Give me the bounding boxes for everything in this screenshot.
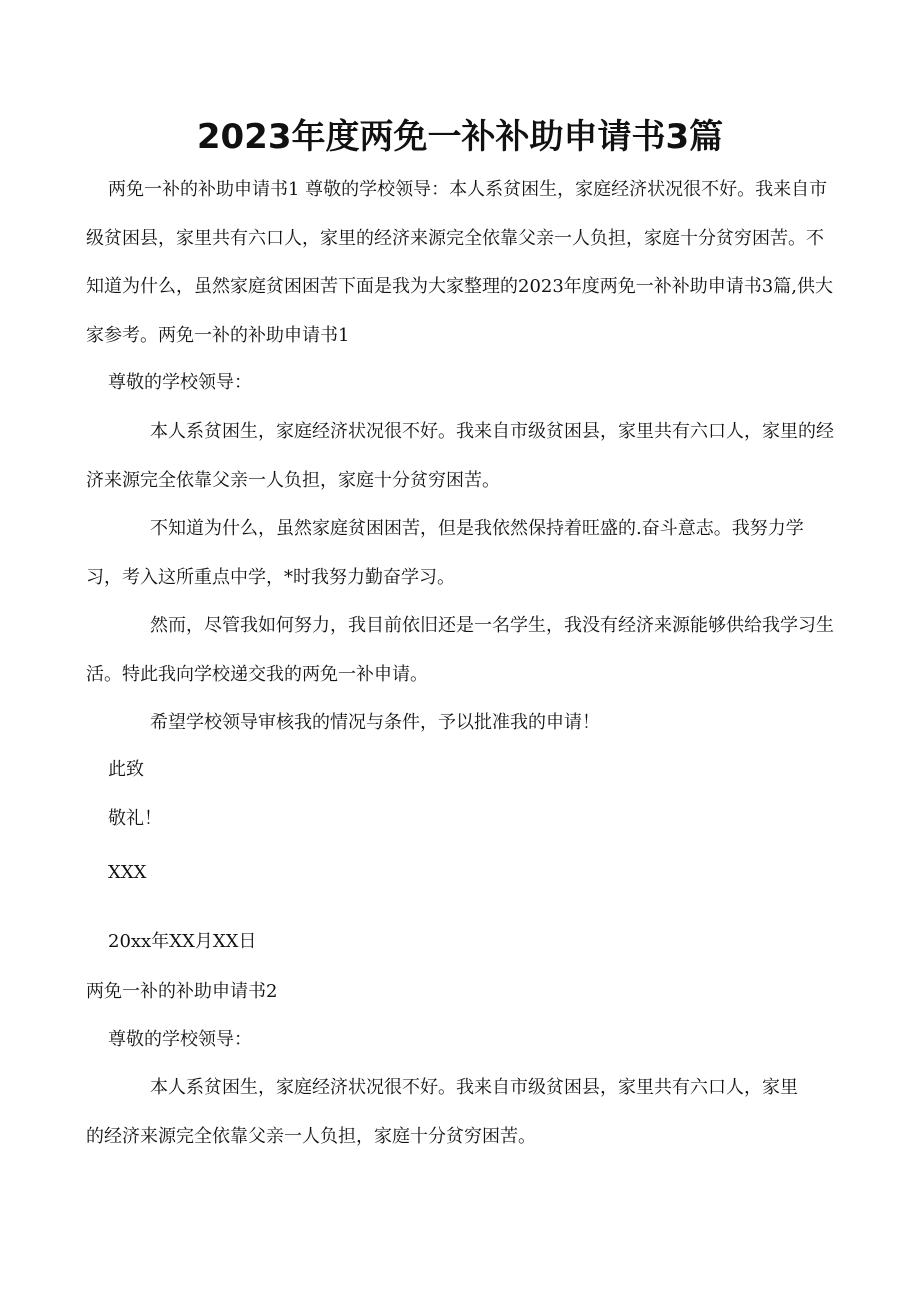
- intro-paragraph: 两免一补的补助申请书1 尊敬的学校领导：本人系贫困生，家庭经济状况很不好。我来自市级贫困县，家里共有六口人，家里的经济来源完全依靠父亲一人负担，家庭十分贫穷困苦。不知道为什么，虽然家庭贫困困苦下面是我为大家整理的2023年度两免一补补助申请书3篇,供大家参考。两免一补的补助申请书1: [86, 179, 833, 346]
- letter1-closing-1: 此致: [108, 759, 144, 780]
- document-title: 2023年度两免一补补助申请书3篇: [196, 117, 724, 157]
- letter2-heading: 两免一补的补助申请书2: [86, 981, 278, 1002]
- letter1-signature: XXX: [108, 862, 147, 883]
- letter1-paragraph-4: 希望学校领导审核我的情况与条件，予以批准我的申请！: [150, 712, 600, 733]
- letter1-paragraph-3: 然而，尽管我如何努力，我目前依旧还是一名学生，我没有经济来源能够供给我学习生活。特此我向学校递交我的两免一补申请。: [86, 615, 834, 685]
- letter1-closing-2: 敬礼！: [108, 808, 162, 829]
- letter1-paragraph-2: 不知道为什么，虽然家庭贫困困苦，但是我依然保持着旺盛的.奋斗意志。我努力学习，考入这所重点中学，*时我努力勤奋学习。: [86, 518, 804, 588]
- letter1-salutation: 尊敬的学校领导：: [108, 372, 252, 393]
- letter2-salutation: 尊敬的学校领导：: [108, 1029, 252, 1050]
- letter2-paragraph-1: 本人系贫困生，家庭经济状况很不好。我来自市级贫困县，家里共有六口人，家里的经济来源完全依靠父亲一人负担，家庭十分贫穷困苦。: [86, 1077, 798, 1147]
- letter1-paragraph-1: 本人系贫困生，家庭经济状况很不好。我来自市级贫困县，家里共有六口人，家里的经济来源完全依靠父亲一人负担，家庭十分贫穷困苦。: [86, 421, 834, 491]
- letter1-date: 20xx年XX月XX日: [108, 931, 257, 952]
